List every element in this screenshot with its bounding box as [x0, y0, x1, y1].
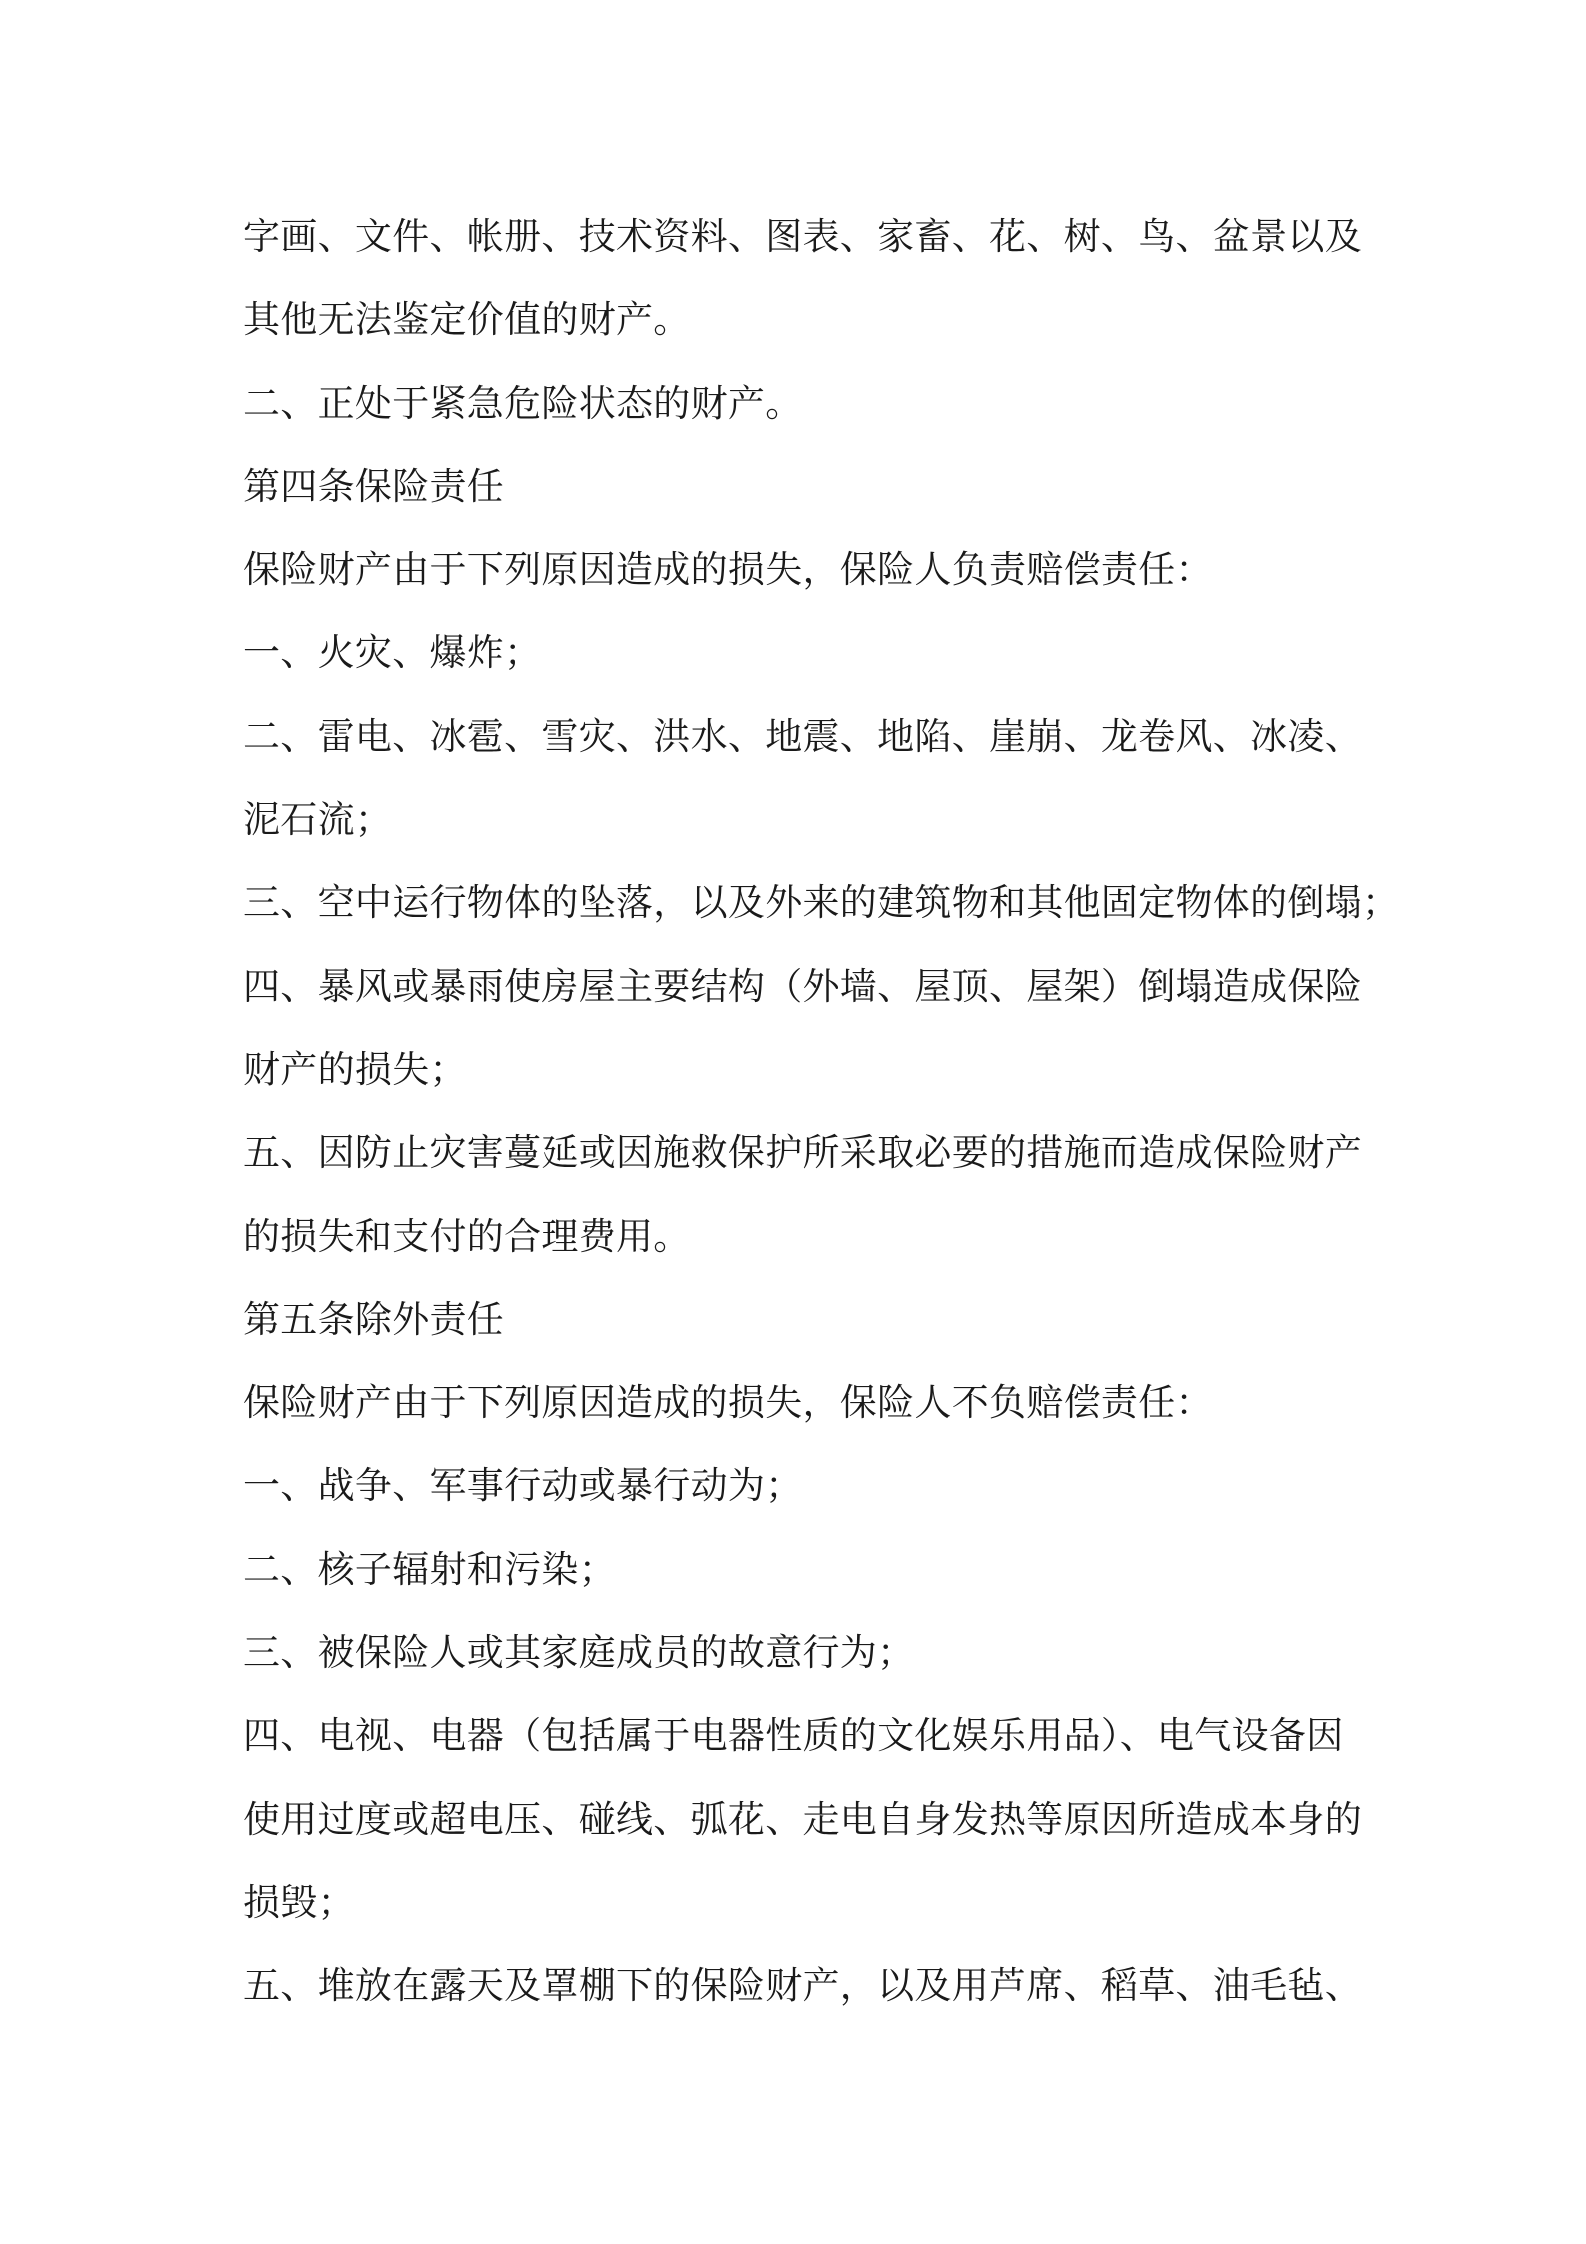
- text-line: 一、战争、军事行动或暴行动为；: [243, 1464, 803, 1508]
- text-line: 保险财产由于下列原因造成的损失，保险人不负赔偿责任：: [243, 1381, 1213, 1425]
- text-line: 四、暴风或暴雨使房屋主要结构（外墙、屋顶、屋架）倒塌造成保险: [243, 964, 1362, 1008]
- section-heading-article-4: 第四条保险责任: [243, 464, 505, 508]
- text-line: 二、核子辐射和污染；: [243, 1547, 616, 1591]
- text-line: 保险财产由于下列原因造成的损失，保险人负责赔偿责任：: [243, 548, 1213, 592]
- text-line: 财产的损失；: [243, 1047, 467, 1091]
- section-heading-article-5: 第五条除外责任: [243, 1297, 505, 1341]
- text-line: 三、空中运行物体的坠落，以及外来的建筑物和其他固定物体的倒塌；: [243, 881, 1400, 925]
- document-body: [243, 195, 1400, 2028]
- text-line: 使用过度或超电压、碰线、弧花、走电自身发热等原因所造成本身的: [243, 1797, 1362, 1841]
- text-line: 五、堆放在露天及罩棚下的保险财产，以及用芦席、稻草、油毛毡、: [243, 1964, 1362, 2008]
- text-line: 字画、文件、帐册、技术资料、图表、家畜、花、树、鸟、盆景以及: [243, 215, 1362, 258]
- text-line: 二、正处于紧急危险状态的财产。: [243, 381, 803, 425]
- text-line: 其他无法鉴定价值的财产。: [243, 298, 691, 342]
- text-line: 的损失和支付的合理费用。: [243, 1214, 691, 1258]
- text-line: 泥石流；: [243, 798, 393, 842]
- text-line: 四、电视、电器（包括属于电器性质的文化娱乐用品）、电气设备因: [243, 1714, 1344, 1758]
- text-line: 损毁；: [243, 1880, 355, 1924]
- text-line: 一、火灾、爆炸；: [243, 631, 542, 675]
- text-line: 二、雷电、冰雹、雪灾、洪水、地震、地陷、崖崩、龙卷风、冰凌、: [243, 714, 1362, 758]
- text-line: 三、被保险人或其家庭成员的故意行为；: [243, 1631, 915, 1675]
- text-line: 五、因防止灾害蔓延或因施救保护所采取必要的措施而造成保险财产: [243, 1131, 1362, 1175]
